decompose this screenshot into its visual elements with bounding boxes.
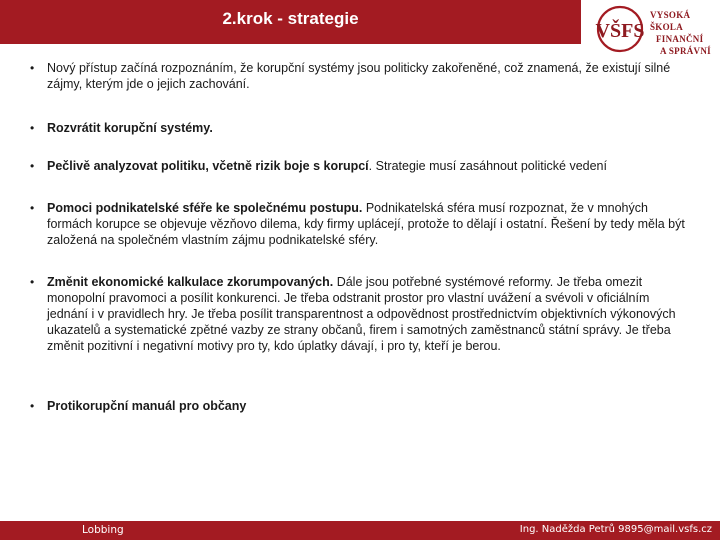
bullet-icon: • — [30, 201, 35, 215]
vsfs-emblem-icon — [594, 4, 650, 54]
emblem-text: VŠFS — [595, 20, 645, 42]
vsfs-logo — [594, 4, 716, 54]
slide-title: 2.krok - strategie — [222, 9, 359, 28]
bullet-text: Rozvrátit korupční systémy. — [47, 121, 213, 135]
bullet-text: Protikorupční manuál pro občany — [47, 399, 247, 413]
bullet-icon: • — [30, 399, 35, 413]
school-name-line3: A SPRÁVNÍ — [660, 46, 711, 56]
bullet-icon: • — [30, 275, 35, 289]
bullet-text: Pečlivě analyzovat politiku, včetně rizik boje s korupcí. Strategie musí zasáhnout politické vedení — [47, 159, 607, 173]
footer-author: Ing. Naděžda Petrů 9895@mail.vsfs.cz — [519, 524, 712, 535]
bullet-icon: • — [30, 159, 35, 173]
school-name-line2: FINANČNÍ — [656, 34, 704, 44]
school-name-line1: VYSOKÁ ŠKOLA — [650, 10, 691, 32]
footer-bar — [0, 521, 720, 540]
school-name — [650, 9, 716, 57]
bullet-text: Pomoci podnikatelské sféře ke společnému postupu. Podnikatelská sféra musí rozpoznat, že v mnohých formách korupce se objevuje vězňovo dilema, kdy firmy uplácejí, protože to dělají i ostatní. Řešení by tedy měla být založená na společném vlastním zájmu podnikatelské sféry. — [47, 201, 685, 247]
title-bar — [0, 0, 581, 44]
footer-topic: Lobbing — [82, 524, 124, 536]
bullet-text: Změnit ekonomické kalkulace zkorumpovaných. Dále jsou potřebné systémové reformy. Je třeba omezit monopolní pravomoci a posílit konkurenci. Je třeba odstranit prostor pro vlastní uvážení a svévoli v oficiálním jednání i v pravidlech hry. Je třeba posílit transparentnost a odpovědnost prostřednictvím objektivních výkonových ukazatelů a systematické zpětné vazby ze strany občanů, firem i samotných zaměstnanců státní správy. Je třeba změnit pozitivní i negativní motivy pro ty, kdo úplatky dávají, i pro ty, kteří je berou. — [47, 275, 676, 353]
bullet-icon: • — [30, 121, 35, 135]
bullet-icon: • — [30, 61, 35, 75]
bullet-text: Nový přístup začíná rozpoznáním, že korupční systémy jsou politicky zakořeněné, což znamená, že existují silné zájmy, kterým jde o jejich zachování. — [47, 61, 671, 91]
